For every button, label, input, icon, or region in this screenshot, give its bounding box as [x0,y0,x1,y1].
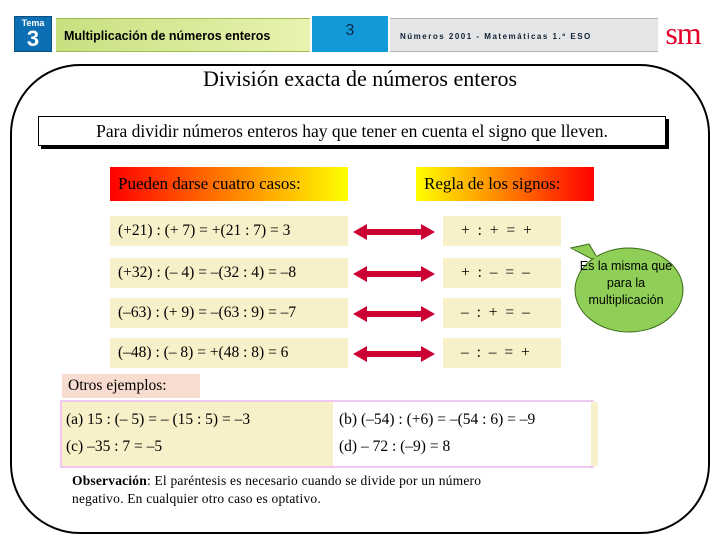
observation-text: : El paréntesis es necesario cuando se divide por un número negativo. En cualquier otro caso es optativo. [72,473,482,506]
sign-rule-1: + : + = + [443,216,561,246]
unit-title: Multiplicación de números enteros [56,18,310,52]
sign-rule-2: + : – = – [443,258,561,288]
case-2: (+32) : (– 4) = –(32 : 4) = –8 [110,258,348,288]
double-arrow-icon [353,265,435,283]
header-bar [0,0,720,56]
tema-label: Tema [21,18,45,28]
sign-rule-4: – : – = + [443,338,561,368]
example-d: (d) – 72 : (–9) = 8 [339,438,451,455]
case-1: (+21) : (+ 7) = +(21 : 7) = 3 [110,216,348,246]
cases-header: Pueden darse cuatro casos: [110,167,348,201]
example-a: (a) 15 : (– 5) = – (15 : 5) = –3 [66,411,251,428]
rules-header: Regla de los signos: [416,167,594,201]
sm-logo: sm [658,16,708,52]
case-4: (–48) : (– 8) = +(48 : 8) = 6 [110,338,348,368]
page-title: División exacta de números enteros [202,66,517,91]
bubble-note: Es la misma que para la multiplicación [579,259,673,307]
tema-number: 3 [26,26,40,51]
double-arrow-icon [353,345,435,363]
case-3: (–63) : (+ 9) = –(63 : 9) = –7 [110,298,348,328]
sign-rule-3: – : + = – [443,298,561,328]
double-arrow-icon [353,223,435,241]
example-c: (c) –35 : 7 = –5 [66,438,163,455]
double-arrow-icon [353,305,435,323]
tema-badge [14,16,52,52]
page-number: 3 [312,16,388,52]
other-examples-label: Otros ejemplos: [62,374,200,398]
book-title: Números 2001 - Matemáticas 1.º ESO [390,18,658,52]
example-b: (b) (–54) : (+6) = –(54 : 6) = –9 [339,411,536,428]
observation [72,472,512,508]
rule-statement: Para dividir números enteros hay que tener en cuenta el signo que lleven. [38,116,666,146]
observation-label: Observación [72,473,147,488]
